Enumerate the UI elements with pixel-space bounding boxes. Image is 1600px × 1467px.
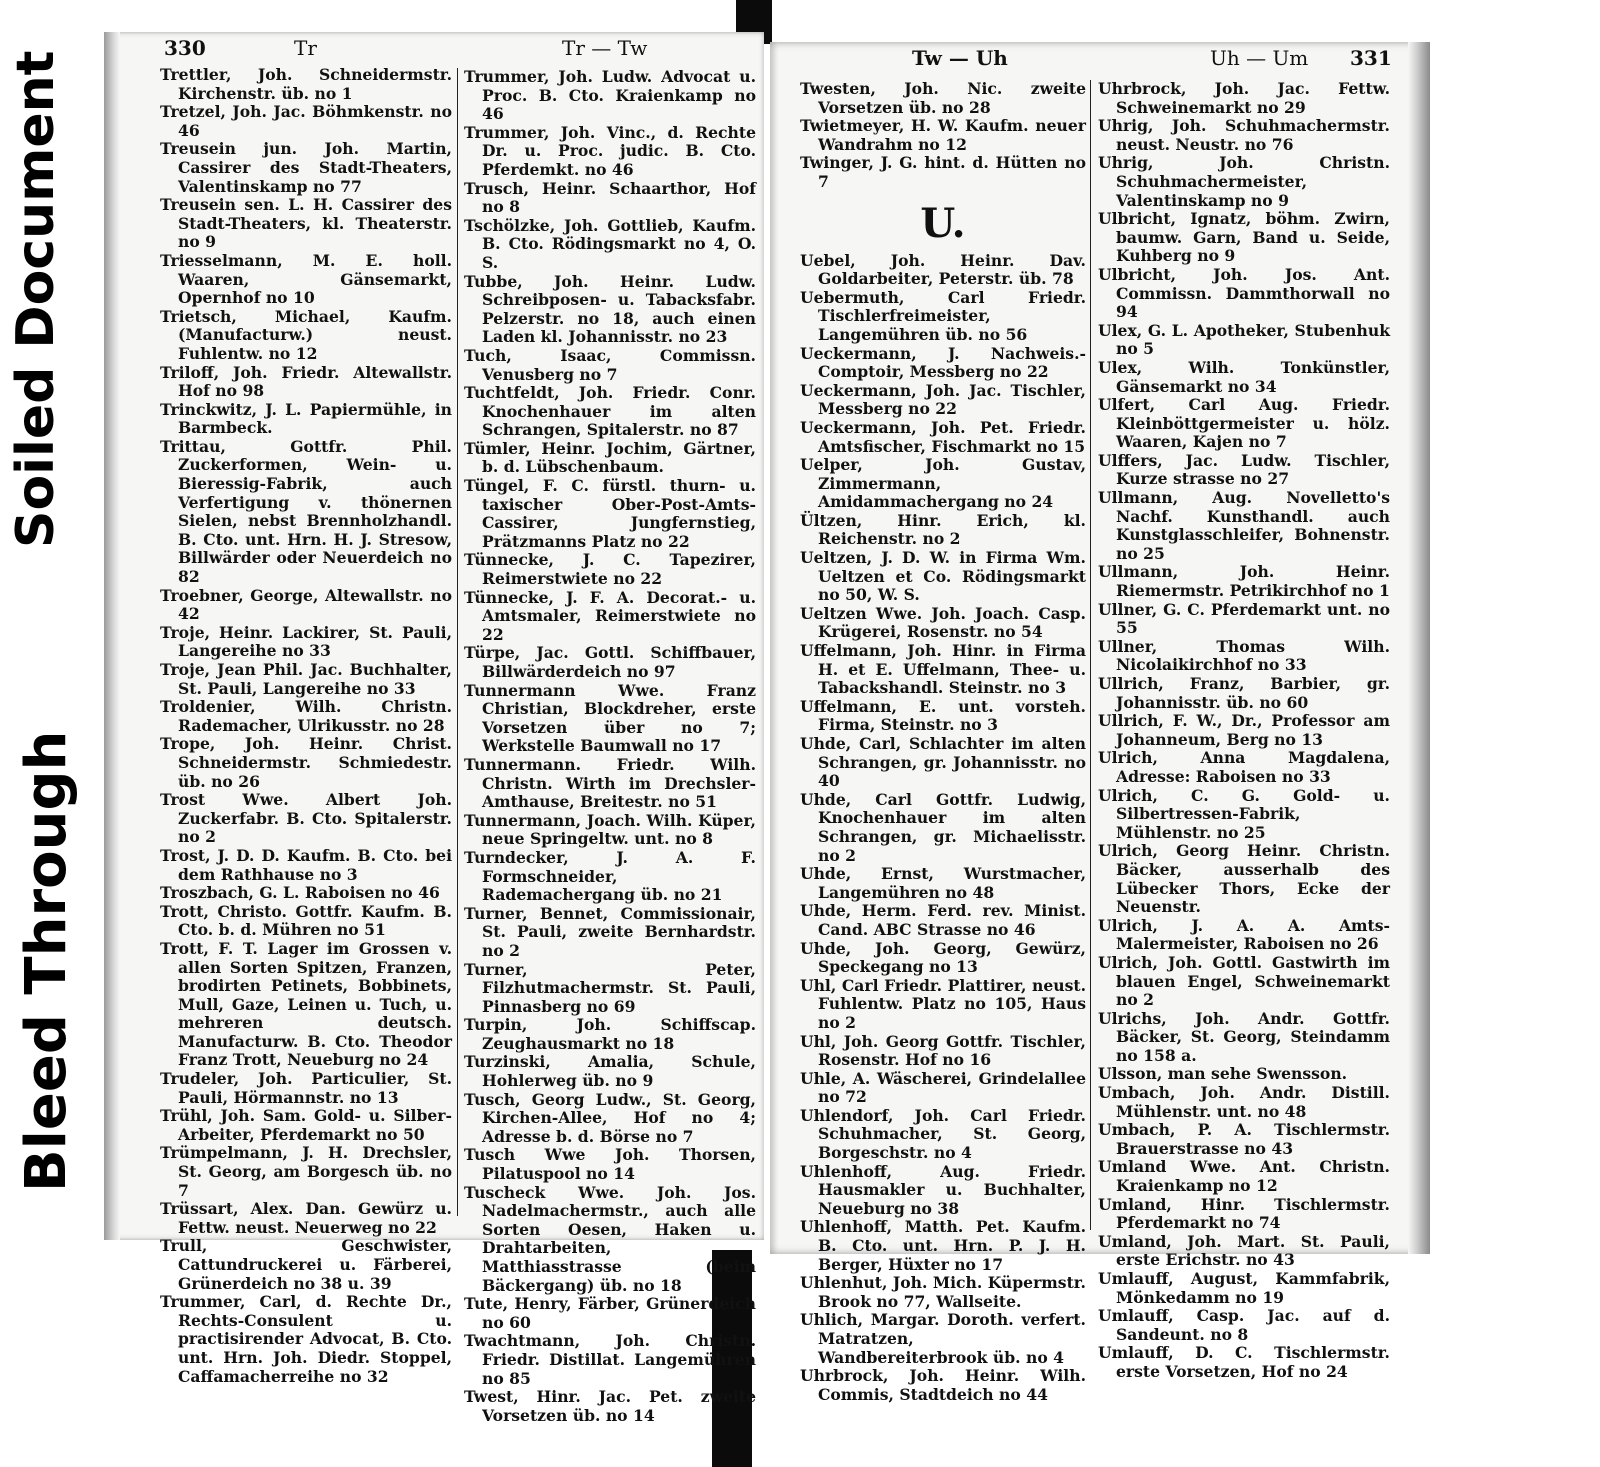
directory-entry: Uebermuth, Carl Friedr. Tischlerfreimeister, Langemühren üb. no 56	[800, 287, 1086, 344]
directory-entry: Tuch, Isaac, Commissn. Venusberg no 7	[464, 345, 756, 384]
running-header: Tr — Tw	[562, 36, 648, 60]
directory-entry: Troebner, George, Altewallstr. no 42	[160, 585, 452, 624]
directory-entry: Trott, F. T. Lager im Grossen v. allen Sorten Spitzen, Franzen, brodirten Petinets, Bobbinets, Mull, Gaze, Leinen u. Tuch, u. mehreren deutsch. Manufacturw. B. Cto. Theodor Franz Trott, Neueburg no 24	[160, 938, 452, 1070]
directory-entry: Twachtmann, Joh. Christn. Friedr. Distillat. Langemühren no 85	[464, 1331, 756, 1388]
directory-entry: Uhde, Ernst, Wurstmacher, Langemühren no 48	[800, 864, 1086, 902]
directory-entry: Ulrich, Georg Heinr. Christn. Bäcker, ausserhalb des Lübecker Thors, Ecke der Neuenstr.	[1098, 841, 1390, 917]
directory-entry: Umbach, P. A. Tischlermstr. Brauerstrasse no 43	[1098, 1120, 1390, 1158]
directory-entry: Uhlich, Margar. Doroth. verfert. Matratzen, Wandbereiterbrook üb. no 4	[800, 1310, 1086, 1367]
directory-entry: Ulrich, C. G. Gold- u. Silbertressen-Fabrik, Mühlenstr. no 25	[1098, 785, 1390, 842]
directory-entry: Ullner, Thomas Wilh. Nicolaikirchhof no 33	[1098, 636, 1390, 675]
directory-entry: Tümler, Heinr. Jochim, Gärtner, b. d. Lübschenbaum.	[464, 438, 756, 477]
column-rule	[457, 68, 458, 1216]
directory-entry: Twesten, Joh. Nic. zweite Vorsetzen üb. no 28	[800, 79, 1086, 117]
directory-entry: Ulfert, Carl Aug. Friedr. Kleinböttgermeister u. hölz. Waaren, Kajen no 7	[1098, 395, 1390, 452]
directory-entry: Turner, Bennet, Commissionair, St. Pauli, zweite Bernhardstr. no 2	[464, 903, 756, 960]
directory-entry: Turzinski, Amalia, Schule, Hohlerweg üb. no 9	[464, 1052, 756, 1091]
left-page	[104, 32, 764, 1425]
directory-entry: Uhde, Herm. Ferd. rev. Minist. Cand. ABC Strasse no 46	[800, 901, 1086, 939]
directory-entry: Trummer, Carl, d. Rechte Dr., Rechts-Consulent u. practisirender Advocat, B. Cto. unt. Hrn. Joh. Diedr. Stoppel, Caffamacherreihe no 32	[160, 1292, 452, 1386]
directory-entry: Ulex, Wilh. Tonkünstler, Gänsemarkt no 34	[1098, 357, 1390, 396]
directory-entry: Treusein sen. L. H. Cassirer des Stadt-Theaters, kl. Theaterstr. no 9	[160, 195, 452, 252]
directory-entry: Trost, J. D. D. Kaufm. B. Cto. bei dem Rathhause no 3	[160, 845, 452, 884]
directory-entry: Tunnermann Wwe. Franz Christian, Blockdreher, erste Vorsetzen über no 7; Werkstelle Baumwall no 17	[464, 680, 756, 756]
directory-entry: Ullrich, Franz, Barbier, gr. Johannisstr. üb. no 60	[1098, 674, 1390, 712]
directory-entry: Tusch Wwe Joh. Thorsen, Pilatuspool no 14	[464, 1145, 756, 1184]
directory-entry: Ulbricht, Ignatz, böhm. Zwirn, baumw. Garn, Band u. Seide, Kuhberg no 9	[1098, 209, 1390, 266]
directory-entry: Trost Wwe. Albert Joh. Zuckerfabr. B. Cto. Spitalerstr. no 2	[160, 790, 452, 847]
right-page-edge	[1408, 42, 1430, 1254]
directory-entry: Tute, Henry, Färber, Grünerdeich no 60	[464, 1294, 756, 1332]
directory-entry: Tüngel, F. C. fürstl. thurn- u. taxischer Ober-Post-Amts-Cassirer, Jungfernstieg, Prätzmanns Platz no 22	[464, 476, 756, 551]
directory-entry: Ültzen, Hinr. Erich, kl. Reichenstr. no 2	[800, 510, 1086, 549]
directory-entry: Ueltzen, J. D. W. in Firma Wm. Ueltzen et Co. Rödingsmarkt no 50, W. S.	[800, 548, 1086, 605]
directory-entry: Tubbe, Joh. Heinr. Ludw. Schreibposen- u. Tabacksfabr. Pelzerstr. no 18, auch einen Laden kl. Johannisstr. no 23	[464, 271, 756, 347]
directory-entry: Umland Wwe. Ant. Christn. Kraienkamp no 12	[1098, 1157, 1390, 1196]
directory-entry: Troje, Jean Phil. Jac. Buchhalter, St. Pauli, Langereihe no 33	[160, 660, 452, 698]
directory-entry: Uhrbrock, Joh. Heinr. Wilh. Commis, Stadtdeich no 44	[800, 1366, 1086, 1404]
running-header: Uh — Um	[1210, 46, 1309, 70]
directory-entry: Tünnecke, J. F. A. Decorat.- u. Amtsmaler, Reimerstwiete no 22	[464, 587, 756, 644]
directory-entry: Uhlenhut, Joh. Mich. Küpermstr. Brook no 77, Wallseite.	[800, 1273, 1086, 1311]
directory-entry: Uhrbrock, Joh. Jac. Fettw. Schweinemarkt no 29	[1098, 79, 1390, 117]
directory-entry: Umland, Joh. Mart. St. Pauli, erste Erichstr. no 43	[1098, 1231, 1390, 1270]
directory-entry: Uhde, Joh. Georg, Gewürz, Speckegang no 13	[800, 938, 1086, 977]
running-header: Tw — Uh	[912, 46, 1008, 70]
directory-entry: Twinger, J. G. hint. d. Hütten no 7	[800, 153, 1086, 191]
directory-entry: Umland, Hinr. Tischlermstr. Pferdemarkt no 74	[1098, 1194, 1390, 1233]
page-number: 331	[1350, 46, 1392, 70]
directory-entry: Ullmann, Aug. Novelletto's Nachf. Kunsthandl. auch Kunstglasschleifer, Bohnenstr. no 25	[1098, 488, 1390, 563]
column-rule	[1090, 80, 1091, 1230]
directory-column	[800, 80, 1086, 1404]
directory-entry: Trope, Joh. Heinr. Christ. Schneidermstr. Schmiedestr. üb. no 26	[160, 734, 452, 791]
directory-entry: Trummer, Joh. Ludw. Advocat u. Proc. B. Cto. Kraienkamp no 46	[464, 67, 756, 124]
directory-entry: Triesselmann, M. E. holl. Waaren, Gänsemarkt, Opernhof no 10	[160, 250, 452, 308]
directory-entry: Ullner, G. C. Pferdemarkt unt. no 55	[1098, 599, 1390, 638]
page-number: 330	[164, 36, 206, 60]
directory-entry: Ullmann, Joh. Heinr. Riemermstr. Petrikirchhof no 1	[1098, 562, 1390, 601]
directory-entry: Uebel, Joh. Heinr. Dav. Goldarbeiter, Peterstr. üb. 78	[800, 250, 1086, 289]
directory-entry: Turpin, Joh. Schiffscap. Zeughausmarkt no 18	[464, 1015, 756, 1053]
directory-entry: Ueckermann, J. Nachweis.-Comptoir, Messberg no 22	[800, 343, 1086, 382]
directory-entry: Uhl, Carl Friedr. Plattirer, neust. Fuhlentw. Platz no 105, Haus no 2	[800, 975, 1086, 1032]
directory-entry: Trinckwitz, J. L. Papiermühle, in Barmbeck.	[160, 399, 452, 438]
directory-entry: Twest, Hinr. Jac. Pet. zweite Vorsetzen üb. no 14	[464, 1387, 756, 1425]
directory-entry: Trümpelmann, J. H. Drechsler, St. Georg, am Borgesch üb. no 7	[160, 1143, 452, 1200]
directory-entry: Tunnermann. Friedr. Wilh. Christn. Wirth im Drechsler-Amthause, Breitestr. no 51	[464, 754, 756, 812]
directory-column	[1098, 80, 1390, 1382]
directory-entry: Tschölzke, Joh. Gottlieb, Kaufm. B. Cto. Rödingsmarkt no 4, O. S.	[464, 215, 756, 272]
directory-entry: Turndecker, J. A. F. Formschneider, Rademachergang üb. no 21	[464, 847, 756, 905]
directory-entry: Ulrich, Anna Magdalena, Adresse: Raboisen no 33	[1098, 748, 1390, 786]
left-page-edge	[104, 32, 120, 1240]
directory-entry: Trittau, Gottfr. Phil. Zuckerformen, Wein- u. Bieressig-Fabrik, auch Verfertigung v. thönernen Sielen, nebst Brennholzhandl. B. Cto. unt. Hrn. H. J. Stresow, Billwärder oder Neuerdeich no 82	[160, 436, 452, 587]
directory-entry: Uhde, Carl, Schlachter im alten Schrangen, gr. Johannisstr. no 40	[800, 734, 1086, 791]
directory-entry: Ulsson, man sehe Swensson.	[1098, 1064, 1348, 1084]
directory-entry: Umlauff, August, Kammfabrik, Mönkedamm no 19	[1098, 1269, 1390, 1307]
directory-column	[160, 66, 452, 1386]
section-letter: U.	[920, 199, 966, 247]
directory-entry: Twietmeyer, H. W. Kaufm. neuer Wandrahm no 12	[800, 116, 1086, 154]
directory-column	[464, 68, 756, 1425]
bleed-through-label: Bleed Through	[14, 730, 79, 1192]
directory-entry: Umbach, Joh. Andr. Distill. Mühlenstr. unt. no 48	[1098, 1083, 1390, 1121]
directory-entry: Ulrich, Joh. Gottl. Gastwirth im blauen Engel, Schweinemarkt no 2	[1098, 952, 1390, 1010]
directory-entry: Ueltzen Wwe. Joh. Joach. Casp. Krügerei, Rosenstr. no 54	[800, 603, 1086, 642]
directory-entry: Uhrig, Joh. Christn. Schuhmachermeister, Valentinskamp no 9	[1098, 153, 1390, 210]
directory-entry: Uhde, Carl Gottfr. Ludwig, Knochenhauer im alten Schrangen, gr. Michaelisstr. no 2	[800, 789, 1086, 865]
directory-entry: Troldenier, Wilh. Christn. Rademacher, Ulrikusstr. no 28	[160, 697, 452, 735]
directory-entry: Tretzel, Joh. Jac. Böhmkenstr. no 46	[160, 102, 452, 140]
directory-entry: Trühl, Joh. Sam. Gold- u. Silber-Arbeiter, Pferdemarkt no 50	[160, 1106, 452, 1144]
directory-entry: Trott, Christo. Gottfr. Kaufm. B. Cto. b. d. Mühren no 51	[160, 901, 452, 940]
directory-entry: Uhlenhoff, Aug. Friedr. Hausmakler u. Buchhalter, Neueburg no 38	[800, 1161, 1086, 1218]
directory-entry: Türpe, Jac. Gottl. Schiffbauer, Billwärderdeich no 97	[464, 643, 756, 681]
directory-entry: Troszbach, G. L. Raboisen no 46	[160, 883, 440, 903]
directory-entry: Troje, Heinr. Lackirer, St. Pauli, Langereihe no 33	[160, 622, 452, 661]
directory-entry: Trull, Geschwister, Cattundruckerei u. Färberei, Grünerdeich no 38 u. 39	[160, 1236, 452, 1293]
directory-entry: Tünnecke, J. C. Tapezirer, Reimerstwiete no 22	[464, 550, 756, 589]
directory-entry: Ueckermann, Joh. Jac. Tischler, Messberg no 22	[800, 380, 1086, 419]
directory-entry: Trüssart, Alex. Dan. Gewürz u. Fettw. neust. Neuerweg no 22	[160, 1199, 452, 1237]
directory-entry: Umlauff, D. C. Tischlermstr. erste Vorsetzen, Hof no 24	[1098, 1343, 1390, 1381]
directory-entry: Ulex, G. L. Apotheker, Stubenhuk no 5	[1098, 320, 1390, 359]
directory-entry: Trudeler, Joh. Particulier, St. Pauli, Hörmannstr. no 13	[160, 1069, 452, 1107]
directory-entry: Tunnermann, Joach. Wilh. Küper, neue Springeltw. unt. no 8	[464, 810, 756, 849]
directory-entry: Trettler, Joh. Schneidermstr. Kirchenstr. üb. no 1	[160, 65, 452, 103]
directory-entry: Ulrichs, Joh. Andr. Gottfr. Bäcker, St. Georg, Steindamm no 158 a.	[1098, 1008, 1390, 1065]
directory-entry: Umlauff, Casp. Jac. auf d. Sandeunt. no 8	[1098, 1306, 1390, 1344]
right-page	[770, 42, 1430, 1404]
directory-entry: Tuchtfeldt, Joh. Friedr. Conr. Knochenhauer im alten Schrangen, Spitalerstr. no 87	[464, 383, 756, 440]
directory-entry: Uhle, A. Wäscherei, Grindelallee no 72	[800, 1068, 1086, 1107]
directory-entry: Ulrich, J. A. A. Amts-Malermeister, Raboisen no 26	[1098, 915, 1390, 954]
directory-entry: Ulffers, Jac. Ludw. Tischler, Kurze strasse no 27	[1098, 450, 1390, 489]
directory-entry: Turner, Peter, Filzhutmachermstr. St. Pauli, Pinnasberg no 69	[464, 959, 756, 1016]
directory-entry: Uffelmann, Joh. Hinr. in Firma H. et E. Uffelmann, Thee- u. Tabackshandl. Steinstr. no 3	[800, 641, 1086, 698]
directory-entry: Trummer, Joh. Vinc., d. Rechte Dr. u. Proc. judic. B. Cto. Pferdemkt. no 46	[464, 122, 756, 179]
directory-entry: Ulbricht, Joh. Jos. Ant. Commissn. Dammthorwall no 94	[1098, 264, 1390, 322]
soiled-document-label: Soiled Document	[6, 50, 66, 548]
directory-entry: Uffelmann, E. unt. vorsteh. Firma, Steinstr. no 3	[800, 696, 1086, 735]
directory-entry: Treusein jun. Joh. Martin, Cassirer des Stadt-Theaters, Valentinskamp no 77	[160, 139, 452, 196]
directory-entry: Uhlendorf, Joh. Carl Friedr. Schuhmacher, St. Georg, Borgeschstr. no 4	[800, 1105, 1086, 1163]
directory-entry: Ueckermann, Joh. Pet. Friedr. Amtsfischer, Fischmarkt no 15	[800, 417, 1086, 456]
directory-entry: Ullrich, F. W., Dr., Professor am Johanneum, Berg no 13	[1098, 711, 1390, 749]
directory-entry: Uhrig, Joh. Schuhmachermstr. neust. Neustr. no 76	[1098, 116, 1390, 154]
directory-entry: Trusch, Heinr. Schaarthor, Hof no 8	[464, 178, 756, 217]
directory-entry: Uhl, Joh. Georg Gottfr. Tischler, Rosenstr. Hof no 16	[800, 1031, 1086, 1070]
directory-entry: Trietsch, Michael, Kaufm. (Manufacturw.) neust. Fuhlentw. no 12	[160, 306, 452, 363]
directory-entry: Triloff, Joh. Friedr. Altewallstr. Hof no 98	[160, 362, 452, 401]
running-header: Tr	[294, 36, 317, 60]
directory-entry: Uelper, Joh. Gustav, Zimmermann, Amidammachergang no 24	[800, 455, 1086, 512]
directory-entry: Uhlenhoff, Matth. Pet. Kaufm. B. Cto. unt. Hrn. P. J. H. Berger, Hüxter no 17	[800, 1217, 1086, 1274]
directory-entry: Tusch, Georg Ludw., St. Georg, Kirchen-Allee, Hof no 4; Adresse b. d. Börse no 7	[464, 1089, 756, 1146]
directory-entry: Tuscheck Wwe. Joh. Jos. Nadelmachermstr., auch alle Sorten Oesen, Haken u. Drahtarbeiten, Matthiasstrasse (beim Bäckergang) üb. no 18	[464, 1182, 756, 1295]
